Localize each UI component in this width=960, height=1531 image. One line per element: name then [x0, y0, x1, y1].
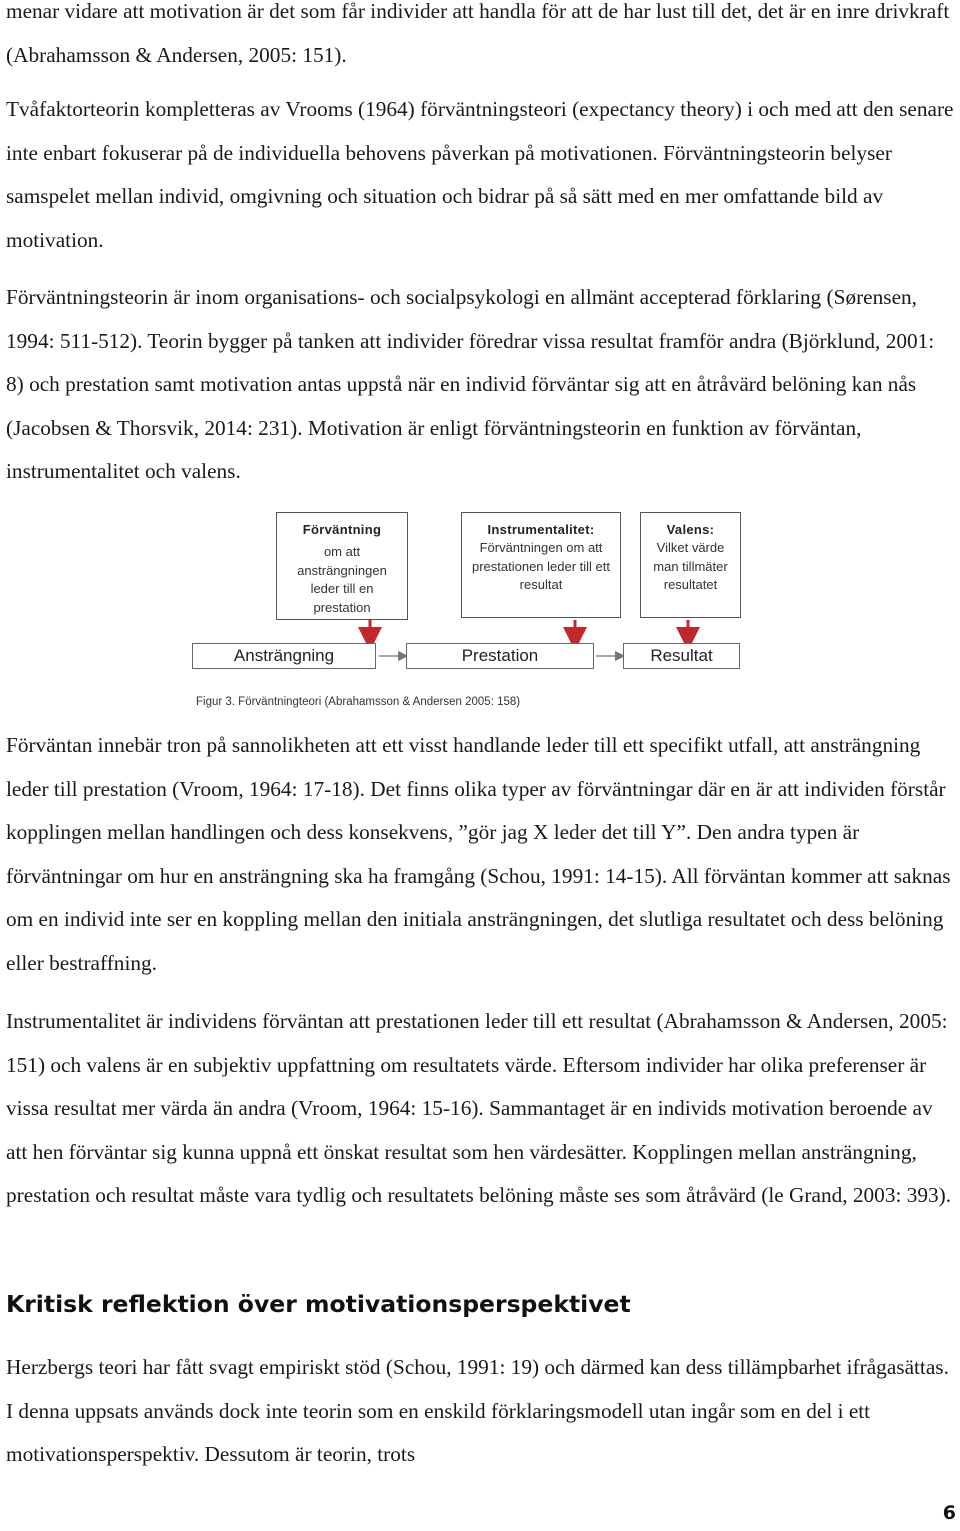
expectancy-title: Förväntning — [302, 522, 382, 537]
paragraph-instrumentality: Instrumentalitet är individens förväntan att prestationen leder till ett resultat (Abrahamsson & Andersen, 2005: 151) och valens är en subjektiv uppfattning om resultatets värde. Eftersom individer har olika preferenser är vissa resultat mer värda än andra (Vroom, 1964: 15-16). Sammantaget är en individs motivation beroende av att hen förväntar sig kunna uppnå ett önskat resultat som hen värdesätter. Kopplingen mellan ansträngning, prestation och resultat måste vara tydlig och resultatets belöning måste ses som åtråvärd (le Grand, 2003: 393). — [6, 1009, 952, 1208]
instrumentality-description: Förväntningen om att prestationen leder till ett resultat — [471, 540, 611, 592]
section-heading: Kritisk reflektion över motivationsperspektivet — [6, 1290, 631, 1318]
paragraph-expectancy-definition: Förväntan innebär tron på sannolikheten att ett visst handlande leder till ett specifikt utfall, att ansträngning leder till prestation (Vroom, 1964: 17-18). Det finns olika typer av förväntningar där en är att individen förstår kopplingen mellan handlingen och dess konsekvens, ”gör jag X leder det till Y”. Den andra typen är förväntningar om hur en ansträngning ska ha framgång (Schou, 1991: 14-15). All förväntan kommer att saknas om en individ inte ser en koppling mellan den initiala ansträngningen, det slutliga resultatet och dess belöning eller bestraffning. — [6, 733, 951, 975]
instrumentality-title: Instrumentalitet: — [487, 522, 595, 537]
expectancy-box — [276, 512, 408, 620]
paragraph-expectancy: Förväntningsteorin är inom organisations- och socialpsykologi en allmänt accepterad förklaring (Sørensen, 1994: 511-512). Teorin bygger på tanken att individer föredrar vissa resultat framför andra (Björklund, 2001: 8) och prestation samt motivation antas uppstå när en individ förväntar sig att en åtråvärd belöning kan nås (Jacobsen & Thorsvik, 2014: 231). Motivation är enligt förväntningsteorin en funktion av förväntan, instrumentalitet och valens. — [6, 285, 935, 484]
figure-caption: Figur 3. Förväntningteori (Abrahamsson & Andersen 2005: 158) — [196, 696, 521, 708]
paragraph-intro: menar vidare att motivation är det som får individer att handla för att de har lust till det, det är en inre drivkraft (Abrahamsson & Andersen, 2005: 151). — [6, 0, 950, 67]
valence-title: Valens: — [666, 522, 715, 537]
expectancy-theory-figure — [0, 500, 960, 720]
valence-box — [640, 512, 741, 618]
valence-description: Vilket värde man tillmäter resultatet — [653, 540, 728, 592]
page-number: 6 — [942, 1502, 956, 1524]
stage-performance: Prestation — [406, 643, 594, 669]
paragraph-vroom: Tvåfaktorteorin kompletteras av Vrooms (1964) förväntningsteori (expectancy theory) i och med att den senare inte enbart fokuserar på de individuella behovens påverkan på motivationen. Förväntningsteorin belyser samspelet mellan individ, omgivning och situation och bidrar på så sätt med en mer omfattande bild av motivation. — [6, 97, 954, 252]
instrumentality-box — [461, 512, 621, 618]
stage-outcome: Resultat — [623, 643, 740, 669]
paragraph-critique: Herzbergs teori har fått svagt empiriskt stöd (Schou, 1991: 19) och därmed kan dess tillämpbarhet ifrågasättas. I denna uppsats används dock inte teorin som en enskild förklaringsmodell utan ingår som en del i ett motivationsperspektiv. Dessutom är teorin, trots — [6, 1355, 949, 1467]
expectancy-description: om att ansträngningen leder till en prestation — [297, 544, 387, 615]
stage-effort: Ansträngning — [192, 643, 376, 669]
